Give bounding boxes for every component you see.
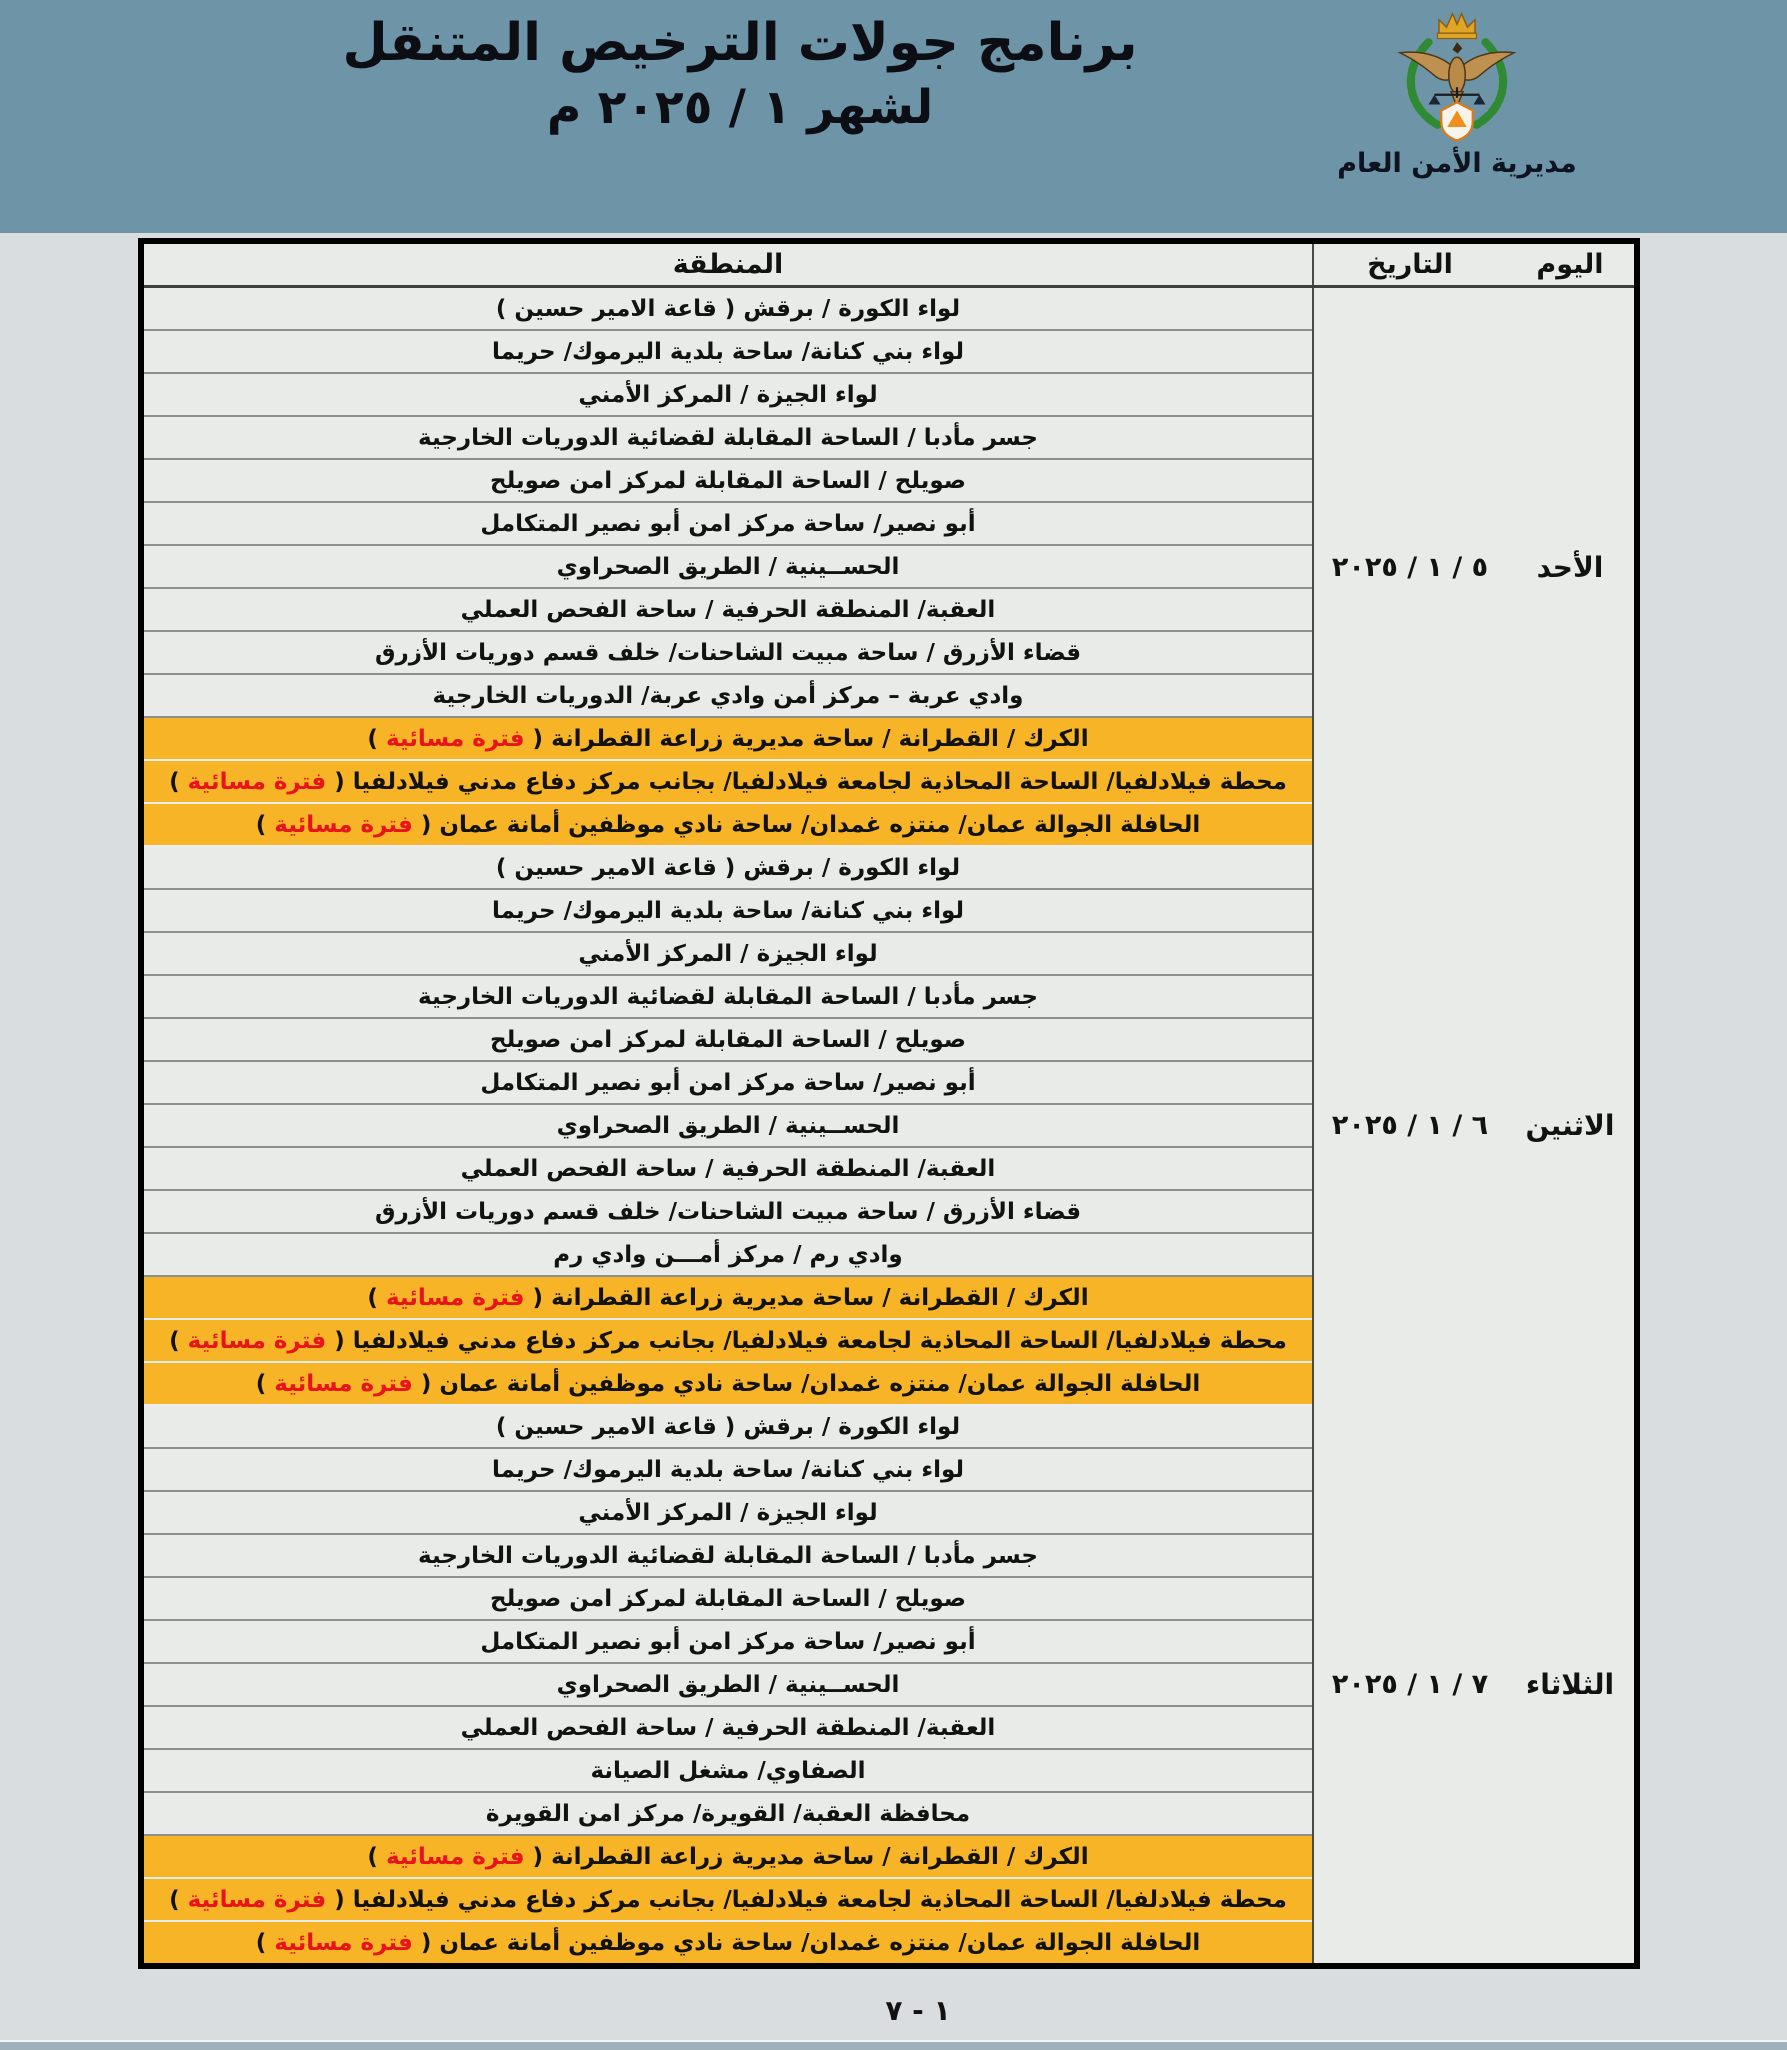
evening-period-label: فترة مسائية [187,1327,327,1354]
evening-period-label: فترة مسائية [274,1929,413,1956]
area-cell-evening: الكرك / القطرانة / ساحة مديرية زراعة القطرانة ( فترة مسائية ) [141,1835,1313,1878]
area-cell: الحســينية / الطريق الصحراوي [141,1104,1313,1147]
evening-period-label: فترة مسائية [385,1284,525,1311]
schedule-row [141,287,1637,331]
area-cell: لواء بني كنانة/ ساحة بلدية اليرموك/ حريما [141,1448,1313,1491]
evening-period-label: فترة مسائية [187,1886,327,1913]
area-cell-evening: محطة فيلادلفيا/ الساحة المحاذية لجامعة فيلادلفيا/ بجانب مركز دفاع مدني فيلادلفيا ( فترة مسائية ) [141,760,1313,803]
area-cell-evening: الحافلة الجوالة عمان/ منتزه غمدان/ ساحة نادي موظفين أمانة عمان ( فترة مسائية ) [141,1362,1313,1405]
area-cell-evening: الحافلة الجوالة عمان/ منتزه غمدان/ ساحة نادي موظفين أمانة عمان ( فترة مسائية ) [141,1921,1313,1966]
area-cell: العقبة/ المنطقة الحرفية / ساحة الفحص العملي [141,588,1313,631]
document-header-band [0,0,1787,233]
area-cell: لواء الجيزة / المركز الأمني [141,1491,1313,1534]
area-cell: وادي رم / مركز أمـــن وادي رم [141,1233,1313,1276]
bottom-page-strip [0,2040,1787,2050]
brand-block [1332,6,1582,179]
day-cell: الأحد [1506,287,1637,847]
area-cell: لواء الكورة / برقش ( قاعة الامير حسين ) [141,287,1313,331]
area-cell: صويلح / الساحة المقابلة لمركز امن صويلح [141,1018,1313,1061]
area-cell-evening: الكرك / القطرانة / ساحة مديرية زراعة القطرانة ( فترة مسائية ) [141,1276,1313,1319]
area-cell: لواء الجيزة / المركز الأمني [141,932,1313,975]
area-cell: لواء بني كنانة/ ساحة بلدية اليرموك/ حريما [141,330,1313,373]
area-cell: قضاء الأزرق / ساحة مبيت الشاحنات/ خلف قسم دوريات الأزرق [141,631,1313,674]
document-title: برنامج جولات الترخيص المتنقل [342,13,1138,73]
document-subtitle: لشهر ١ / ٢٠٢٥ م [546,80,934,136]
evening-period-label: فترة مسائية [187,768,327,795]
area-cell-evening: محطة فيلادلفيا/ الساحة المحاذية لجامعة فيلادلفيا/ بجانب مركز دفاع مدني فيلادلفيا ( فترة مسائية ) [141,1319,1313,1362]
area-cell-evening: محطة فيلادلفيا/ الساحة المحاذية لجامعة فيلادلفيا/ بجانب مركز دفاع مدني فيلادلفيا ( فترة مسائية ) [141,1878,1313,1921]
area-cell: قضاء الأزرق / ساحة مبيت الشاحنات/ خلف قسم دوريات الأزرق [141,1190,1313,1233]
public-security-emblem-logo [1382,6,1532,146]
column-header-day: اليوم [1506,241,1637,287]
evening-period-label: فترة مسائية [385,725,525,752]
schedule-table [138,238,1640,1969]
area-cell: الصفاوي/ مشغل الصيانة [141,1749,1313,1792]
evening-period-label: فترة مسائية [274,811,413,838]
area-cell: لواء الكورة / برقش ( قاعة الامير حسين ) [141,846,1313,889]
date-cell: ٦ / ١ / ٢٠٢٥ [1313,846,1506,1405]
area-cell: أبو نصير/ ساحة مركز امن أبو نصير المتكامل [141,1620,1313,1663]
area-cell: الحســينية / الطريق الصحراوي [141,1663,1313,1706]
document-titles [0,12,1480,137]
area-cell: جسر مأدبا / الساحة المقابلة لقضائية الدوريات الخارجية [141,416,1313,459]
area-cell: جسر مأدبا / الساحة المقابلة لقضائية الدوريات الخارجية [141,1534,1313,1577]
column-header-area: المنطقة [141,241,1313,287]
area-cell: لواء الكورة / برقش ( قاعة الامير حسين ) [141,1405,1313,1448]
area-cell-evening: الكرك / القطرانة / ساحة مديرية زراعة القطرانة ( فترة مسائية ) [141,717,1313,760]
date-cell: ٧ / ١ / ٢٠٢٥ [1313,1405,1506,1966]
area-cell-evening: الحافلة الجوالة عمان/ منتزه غمدان/ ساحة نادي موظفين أمانة عمان ( فترة مسائية ) [141,803,1313,846]
area-cell: جسر مأدبا / الساحة المقابلة لقضائية الدوريات الخارجية [141,975,1313,1018]
area-cell: محافظة العقبة/ القويرة/ مركز امن القويرة [141,1792,1313,1835]
page-number: ١ - ٧ [885,1994,951,2027]
area-cell: العقبة/ المنطقة الحرفية / ساحة الفحص العملي [141,1706,1313,1749]
area-cell: وادي عربة – مركز أمن وادي عربة/ الدوريات الخارجية [141,674,1313,717]
column-header-date: التاريخ [1313,241,1506,287]
day-cell: الاثنين [1506,846,1637,1405]
area-cell: صويلح / الساحة المقابلة لمركز امن صويلح [141,1577,1313,1620]
area-cell: الحســينية / الطريق الصحراوي [141,545,1313,588]
area-cell: صويلح / الساحة المقابلة لمركز امن صويلح [141,459,1313,502]
organization-name: مديرية الأمن العام [1337,148,1577,179]
area-cell: لواء الجيزة / المركز الأمني [141,373,1313,416]
evening-period-label: فترة مسائية [274,1370,413,1397]
area-cell: أبو نصير/ ساحة مركز امن أبو نصير المتكامل [141,502,1313,545]
area-cell: العقبة/ المنطقة الحرفية / ساحة الفحص العملي [141,1147,1313,1190]
area-cell: أبو نصير/ ساحة مركز امن أبو نصير المتكامل [141,1061,1313,1104]
date-cell: ٥ / ١ / ٢٠٢٥ [1313,287,1506,847]
day-cell: الثلاثاء [1506,1405,1637,1966]
schedule-row [141,846,1637,889]
schedule-row [141,1405,1637,1448]
area-cell: لواء بني كنانة/ ساحة بلدية اليرموك/ حريما [141,889,1313,932]
table-header-row [141,241,1637,287]
evening-period-label: فترة مسائية [385,1843,525,1870]
